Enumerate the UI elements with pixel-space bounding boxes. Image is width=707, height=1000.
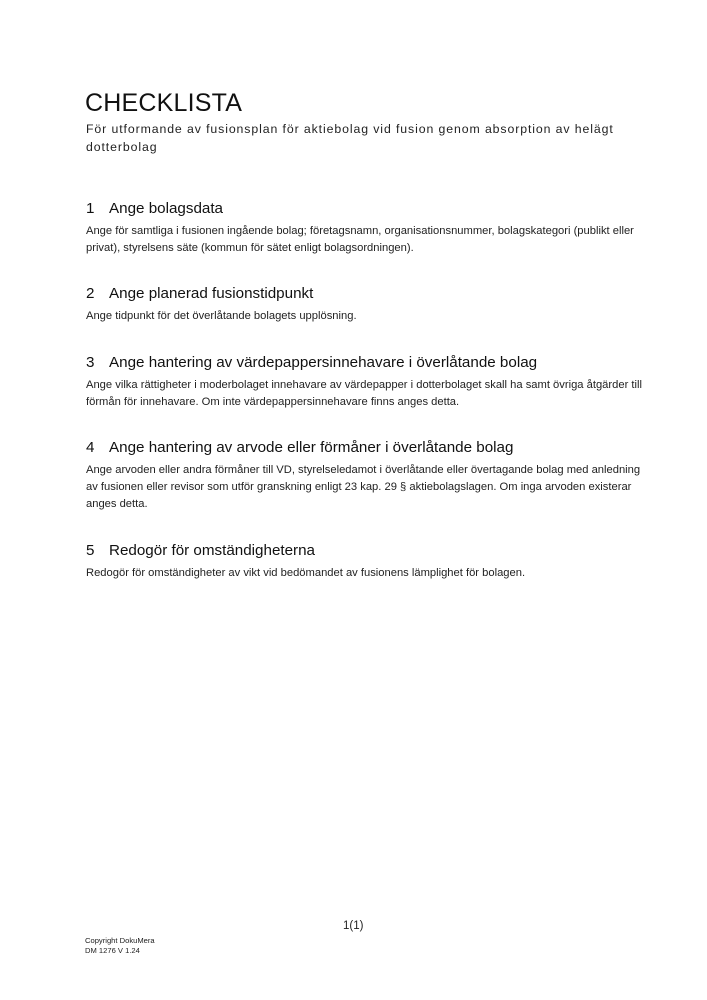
section-body: Redogör för omständigheter av vikt vid bedömandet av fusionens lämplighet för bolagen. (86, 567, 526, 579)
section-number: 5 (86, 542, 95, 559)
section-heading (86, 199, 646, 219)
section-title: Ange bolagsdata (109, 200, 224, 217)
section-fusionstidpunkt (86, 284, 646, 325)
section-number: 2 (86, 285, 95, 302)
footer-copyright: Copyright DokuMera (85, 936, 155, 945)
section-body: Ange vilka rättigheter i moderbolaget innehavare av värdepapper i dotterbolaget skall ha samt övriga åtgärder till förmån för innehavare. Om inte värdepappersinnehavare finns anges detta. (86, 379, 642, 408)
section-omstandigheter (86, 541, 646, 582)
page-number: 1(1) (343, 920, 364, 932)
section-vardepappersinnehavare (86, 353, 646, 411)
section-heading (86, 353, 646, 373)
section-title: Ange hantering av arvode eller förmåner i överlåtande bolag (109, 439, 514, 456)
section-arvode-formaner (86, 438, 646, 513)
document-subtitle: För utformande av fusionsplan för aktiebolag vid fusion genom absorption av helägt dotterbolag (86, 122, 614, 154)
section-number: 4 (86, 439, 95, 456)
section-title: Redogör för omständigheterna (109, 542, 316, 559)
section-body: Ange tidpunkt för det överlåtande bolagets upplösning. (86, 310, 357, 322)
section-heading (86, 541, 646, 561)
footer-doc-id: DM 1276 V 1.24 (85, 946, 140, 955)
section-title: Ange hantering av värdepappersinnehavare i överlåtande bolag (109, 354, 538, 371)
footer (85, 936, 155, 956)
section-number: 1 (86, 200, 95, 217)
section-title: Ange planerad fusionstidpunkt (109, 285, 314, 302)
document-title: CHECKLISTA (85, 89, 243, 117)
section-heading (86, 438, 646, 458)
section-body: Ange för samtliga i fusionen ingående bolag; företagsnamn, organisationsnummer, bolagskategori (publikt eller privat), styrelsens säte (kommun för sätet enligt bolagsordningen). (86, 225, 634, 254)
section-number: 3 (86, 354, 95, 371)
section-heading (86, 284, 646, 304)
section-body: Ange arvoden eller andra förmåner till VD, styrelseledamot i överlåtande eller övertagande bolag med anledning av fusionen eller revisor som utför granskning enligt 23 kap. 29 § aktiebolagslagen. Om inga arvoden existerar anges detta. (86, 464, 641, 510)
section-bolagsdata (86, 199, 646, 257)
